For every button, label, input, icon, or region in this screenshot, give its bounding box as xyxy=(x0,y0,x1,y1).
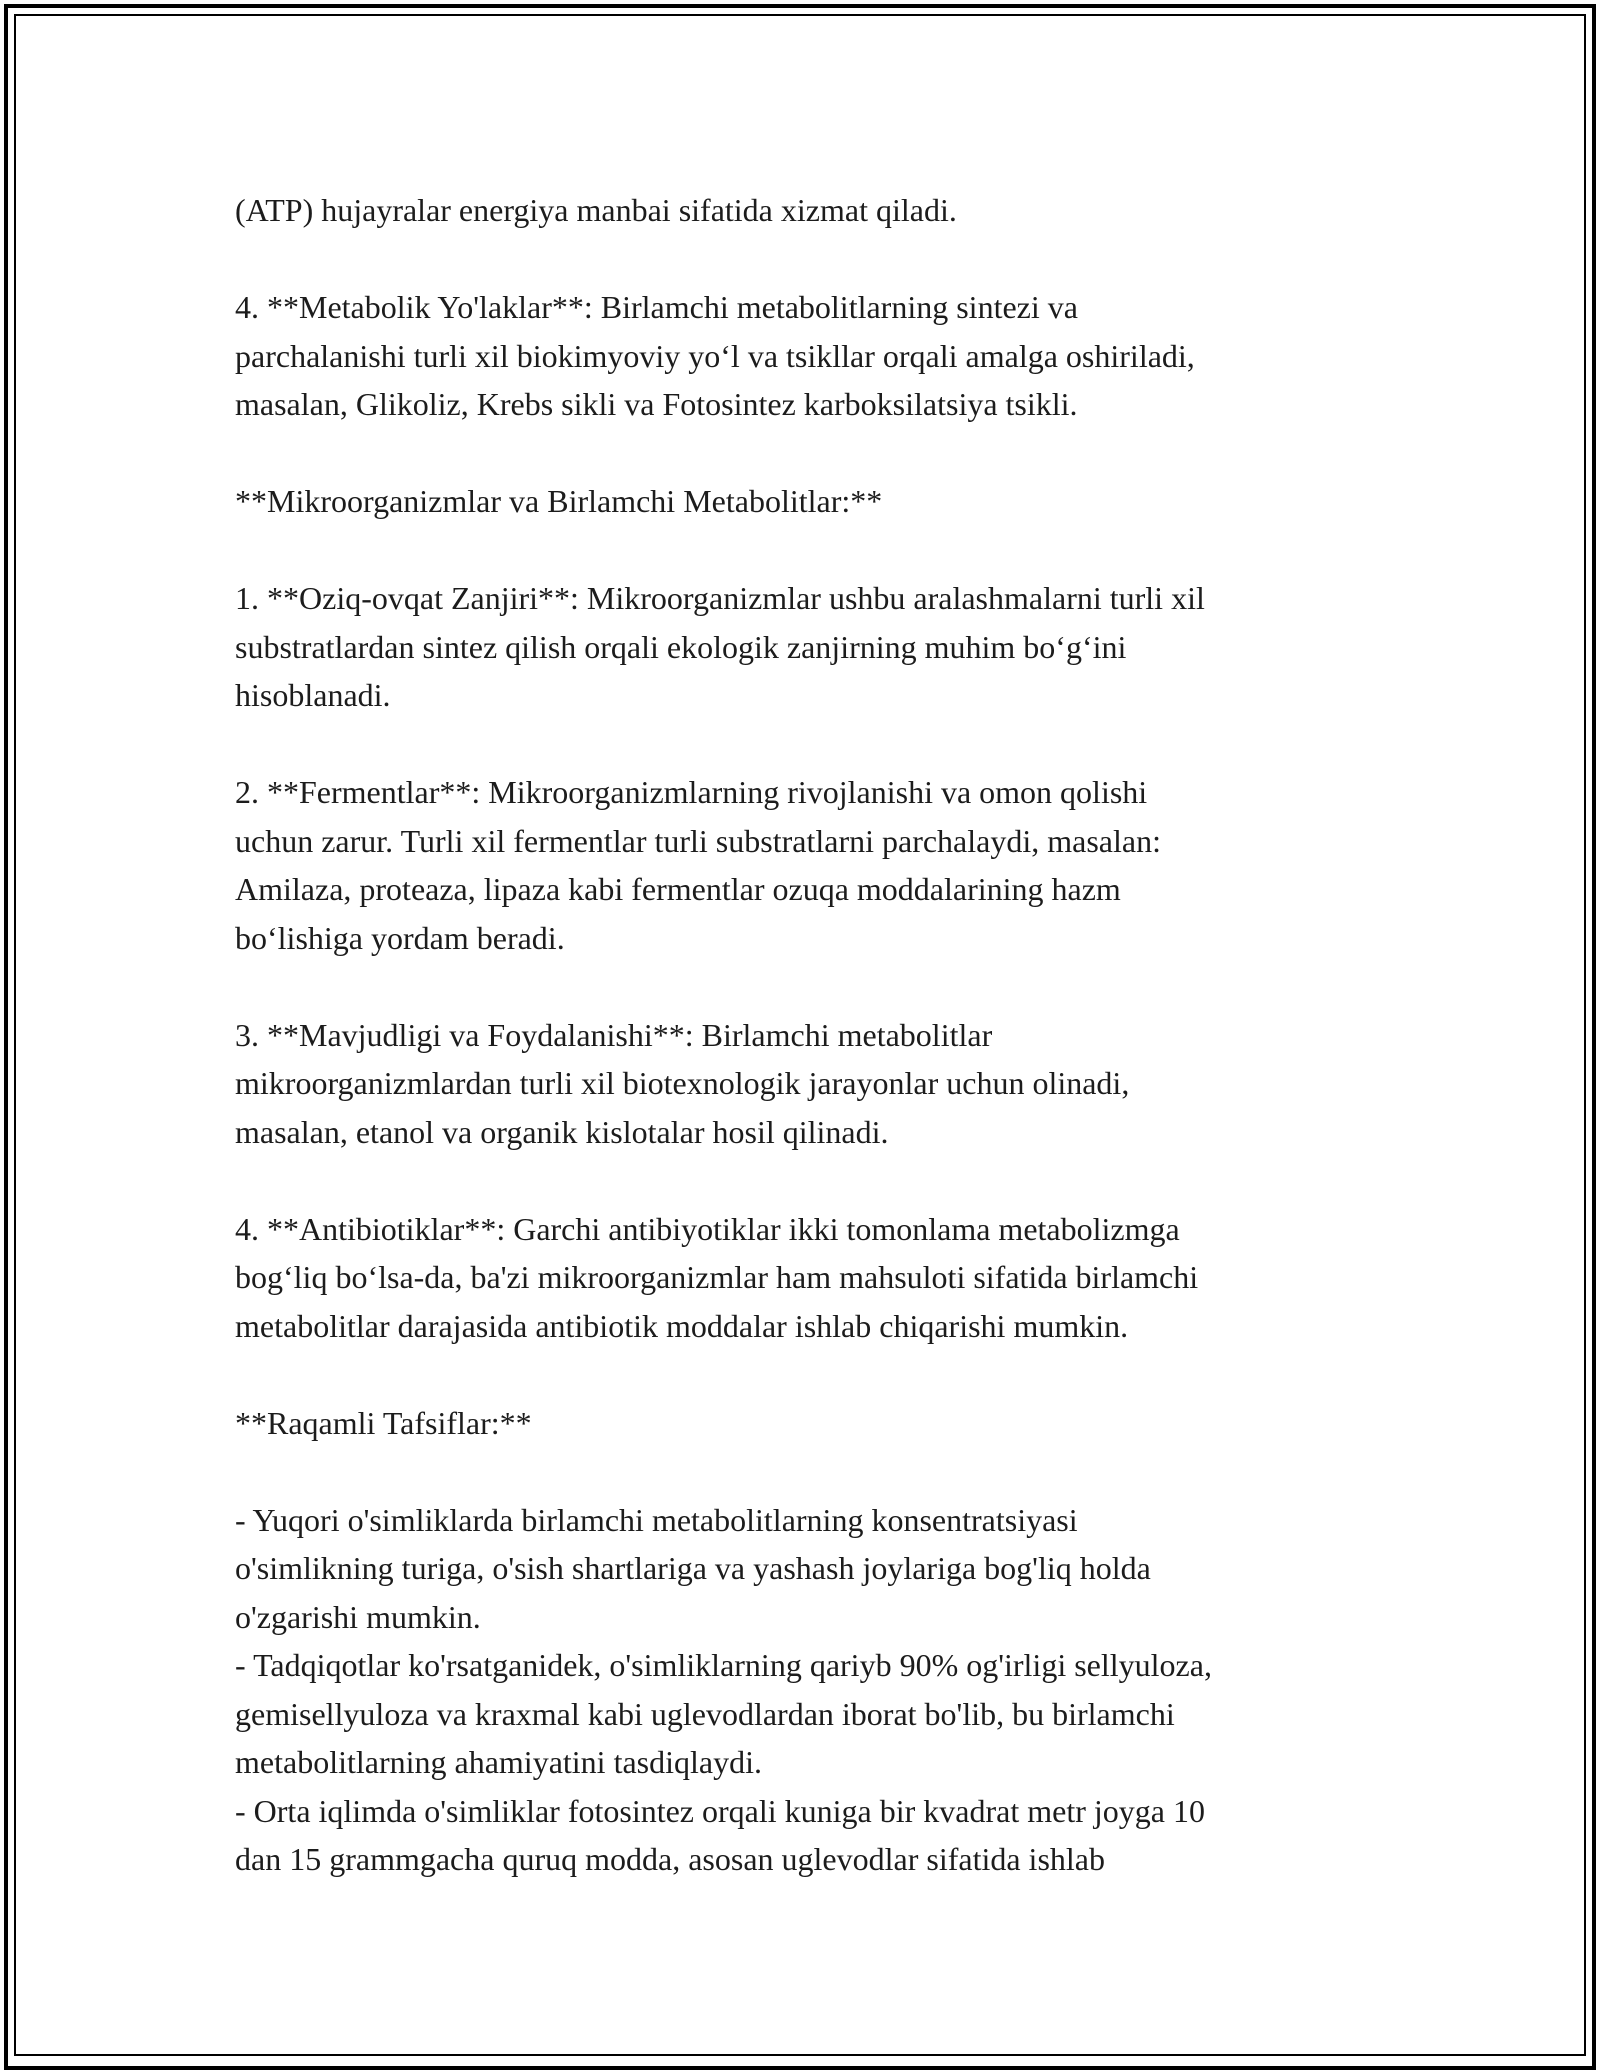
text-line: 2. **Fermentlar**: Mikroorganizmlarning rivojlanishi va omon qolishi xyxy=(235,774,1148,810)
text-line: 4. **Antibiotiklar**: Garchi antibiyotiklar ikki tomonlama metabolizmga xyxy=(235,1210,1180,1247)
section-heading-mikroorganizmlar xyxy=(235,477,1370,526)
text-line: hisoblanadi. xyxy=(235,677,391,713)
bullet-line: o'simlikning turiga, o'sish shartlariga va yashash joylariga bog'liq holda xyxy=(235,1550,1151,1586)
paragraph-mavjudligi xyxy=(235,1011,1370,1157)
paragraph-metabolik-yollar xyxy=(235,283,1370,429)
text-line: 3. **Mavjudligi va Foydalanishi**: Birlamchi metabolitlar xyxy=(235,1016,993,1053)
bullet-line: gemisellyuloza va kraxmal kabi uglevodlardan iborat bo'lib, bu birlamchi xyxy=(235,1695,1175,1732)
text-line: parchalanishi turli xil biokimyoviy yo‘l va tsikllar orqali amalga oshiriladi, xyxy=(235,337,1195,374)
bullet-line: - Yuqori o'simliklarda birlamchi metabolitlarning konsentratsiyasi xyxy=(235,1501,1078,1538)
text-line: **Raqamli Tafsiflar:** xyxy=(235,1404,532,1441)
paragraph-antibiotiklar xyxy=(235,1205,1370,1351)
text-line: mikroorganizmlardan turli xil biotexnologik jarayonlar uchun olinadi, xyxy=(235,1065,1130,1101)
text-line: (ATP) hujayralar energiya manbai sifatida xizmat qiladi. xyxy=(235,192,957,228)
section-heading-raqamli-tafsiflar xyxy=(235,1399,1370,1448)
text-line: bog‘liq bo‘lsa-da, ba'zi mikroorganizmlar ham mahsuloti sifatida birlamchi xyxy=(235,1259,1199,1295)
bullet-line: o'zgarishi mumkin. xyxy=(235,1598,481,1635)
bullet-line: - Orta iqlimda o'simliklar fotosintez orqali kuniga bir kvadrat metr joyga 10 xyxy=(235,1792,1205,1829)
bullet-line: - Tadqiqotlar ko'rsatganidek, o'simliklarning qariyb 90% og'irligi sellyuloza, xyxy=(235,1647,1212,1683)
text-line: bo‘lishiga yordam beradi. xyxy=(235,919,565,956)
bullet-line: metabolitlarning ahamiyatini tasdiqlaydi. xyxy=(235,1744,762,1780)
bullet-list xyxy=(235,1496,1370,1884)
text-line: 1. **Oziq-ovqat Zanjiri**: Mikroorganizmlar ushbu aralashmalarni turli xil xyxy=(235,580,1205,616)
text-line: uchun zarur. Turli xil fermentlar turli substratlarni parchalaydi, masalan: xyxy=(235,822,1161,859)
text-line: **Mikroorganizmlar va Birlamchi Metabolitlar:** xyxy=(235,483,883,519)
text-line: masalan, etanol va organik kislotalar hosil qilinadi. xyxy=(235,1113,889,1150)
text-line: masalan, Glikoliz, Krebs sikli va Fotosintez karboksilatsiya tsikli. xyxy=(235,386,1078,422)
text-line: metabolitlar darajasida antibiotik moddalar ishlab chiqarishi mumkin. xyxy=(235,1307,1129,1344)
text-line: 4. **Metabolik Yo'laklar**: Birlamchi metabolitlarning sintezi va xyxy=(235,289,1078,325)
paragraph-atp xyxy=(235,186,1370,235)
text-line: substratlardan sintez qilish orqali ekologik zanjirning muhim bo‘g‘ini xyxy=(235,628,1127,665)
text-line: Amilaza, proteaza, lipaza kabi fermentlar ozuqa moddalarining hazm xyxy=(235,871,1121,907)
bullet-line: dan 15 grammgacha quruq modda, asosan uglevodlar sifatida ishlab xyxy=(235,1841,1105,1877)
paragraph-oziq-ovqat xyxy=(235,574,1370,720)
paragraph-fermentlar xyxy=(235,768,1370,962)
document-body xyxy=(235,186,1370,1884)
